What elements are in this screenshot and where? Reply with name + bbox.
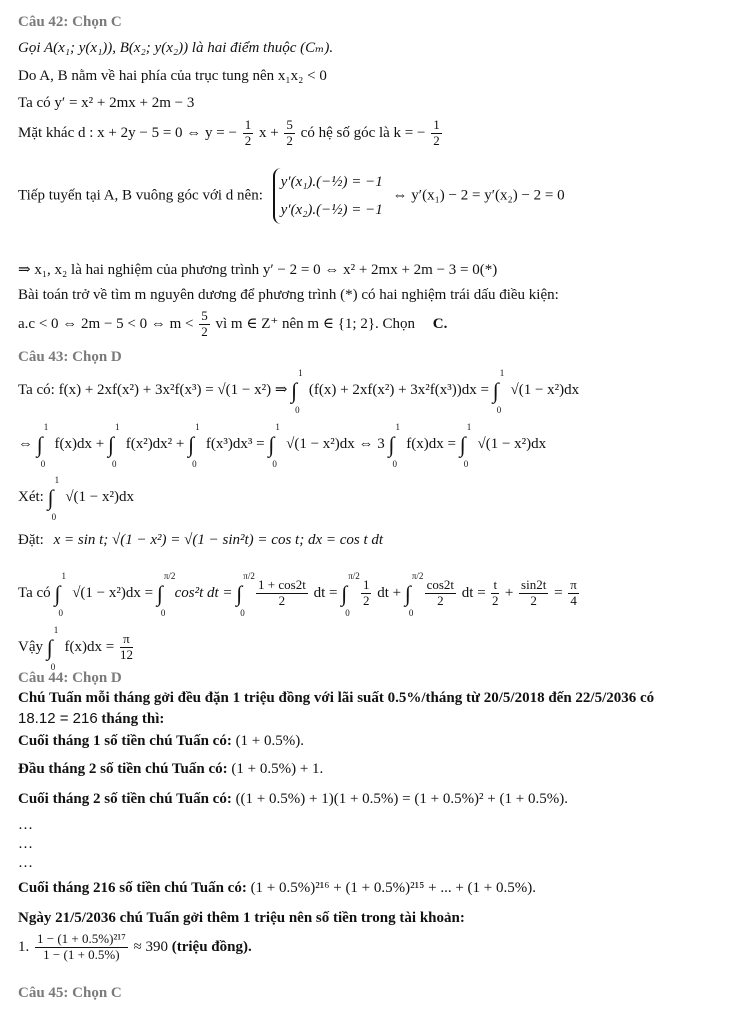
q44-line2 <box>18 710 164 728</box>
integral-sign: ∫ 1 0 <box>54 570 66 618</box>
integral-sign: ∫ π/2 0 <box>236 570 255 618</box>
q44-line5-a: Cuối tháng 2 số tiền chú Tuấn có: <box>18 791 232 807</box>
q43-line5-f: dt = <box>461 584 486 601</box>
q43-line2-b: f(x)dx + <box>54 436 105 453</box>
q43-line5-c: cos²t dt = <box>174 584 233 601</box>
q43-line2 <box>18 422 547 469</box>
q42-line2: Do A, B nằm về hai phía của trục tung nên x₁x₂ < 0 <box>18 68 327 84</box>
q43-line4-a: Đặt: <box>18 532 44 548</box>
q44-line8-a: 1. <box>18 938 30 955</box>
q44-line5 <box>18 791 568 808</box>
fraction-cos: $\frac{1 + \cos 2t}{2}$ <box>258 577 306 608</box>
q43-line2-g: √(1 − x²)dx <box>477 436 547 453</box>
q43-line2-f: f(x)dx = <box>406 436 456 453</box>
q44-line3 <box>18 733 304 750</box>
q43-line1-b: (f(x) + 2xf(x²) + 3x²f(x³))dx = <box>308 382 489 399</box>
q44-line6 <box>18 880 536 897</box>
q43-line3-a: Xét: <box>18 489 44 506</box>
q44-line4 <box>18 761 323 778</box>
q44-line1: Chú Tuấn mỗi tháng gởi đều đặn 1 triệu đồng với lãi suất 0.5%/tháng từ 20/5/2018 đến 22/5/2036 có <box>18 690 655 706</box>
q44-line2-b: tháng thì: <box>101 711 165 727</box>
q43-line2-e: √(1 − x²)dx ⇔ 3 <box>286 436 385 453</box>
integral-sign: ∫ 1 0 <box>268 422 280 469</box>
q42-line5 <box>18 168 565 224</box>
ellipsis-3: … <box>18 855 33 871</box>
fraction-five-half-3: $\frac{5}{2}$ <box>201 308 208 339</box>
q43-line6-a: Vậy <box>18 638 43 655</box>
q44-line3-a: Cuối tháng 1 số tiền chú Tuấn có: <box>18 733 232 749</box>
integral-sign: ∫ 1 0 <box>388 422 401 469</box>
q43-line5-b: √(1 − x²)dx = <box>72 584 154 601</box>
q43-line5-d: dt = <box>313 584 338 601</box>
integral-sign: ∫ 1 0 <box>492 368 505 415</box>
integral-sign: ∫ π/2 0 <box>341 570 360 618</box>
q44-line6-b: (1 + 0.5%)²¹⁶ + (1 + 0.5%)²¹⁵ + ... + (1 + 0.5%). <box>250 880 536 896</box>
q42-line8-a: a.c < 0 ⇔ 2m − 5 < 0 ⇔ m < <box>18 315 194 332</box>
system-eq2: y′(x₂).(−½) = −1 <box>280 202 383 218</box>
integral-sign: ∫ 1 0 <box>46 624 59 672</box>
q42-line4-a: Mặt khác d : x + 2y − 5 = 0 ⇔ y = − <box>18 124 237 141</box>
integral-sign: ∫ 1 0 <box>291 368 303 415</box>
q44-line5-b: ((1 + 0.5%) + 1)(1 + 0.5%) = (1 + 0.5%)² + (1 + 0.5%). <box>235 791 568 807</box>
q43-line5-g: + <box>504 584 514 601</box>
fraction-half: $\frac{1}{2}$ <box>244 117 252 148</box>
integral-sign: ∫ 1 0 <box>47 475 60 522</box>
q43-heading: Câu 43: Chọn D <box>18 349 122 365</box>
q44-line6-a: Cuối tháng 216 số tiền chú Tuấn có: <box>18 880 247 896</box>
q43-line3-b: √(1 − x²)dx <box>65 489 135 506</box>
q42-line4-b: x + <box>258 124 279 141</box>
q42-line8 <box>18 309 447 340</box>
equation-system <box>273 168 383 224</box>
fraction-cos2t: $\frac{\cos 2t}{2}$ <box>426 577 455 608</box>
q43-line5-a: Ta có <box>18 584 51 601</box>
q42-line3: Ta có y′ = x² + 2mx + 2m − 3 <box>18 95 195 111</box>
q43-line1-c: √(1 − x²)dx <box>510 382 580 399</box>
q43-line5-e: dt + <box>377 584 402 601</box>
q44-heading: Câu 44: Chọn D <box>18 670 122 686</box>
q44-line4-b: (1 + 0.5%) + 1. <box>231 761 324 777</box>
ellipsis-2: … <box>18 836 33 852</box>
q43-line5-h: = <box>554 584 563 601</box>
integral-sign: ∫ 1 0 <box>188 422 200 469</box>
fraction-annuity: $\frac{\text{1 − (1 + 0.5\%)²¹⁷}}{1 - (1 + 0.5\%)}$ <box>37 931 126 962</box>
q43-line3 <box>18 475 135 522</box>
q42-answer: C. <box>432 315 448 332</box>
q45-heading: Câu 45: Chọn C <box>18 985 122 1001</box>
fraction-t: $\frac{t}{2}$ <box>492 577 499 608</box>
fraction-five-half: $\frac{5}{2}$ <box>286 117 293 148</box>
q44-line4-a: Đầu tháng 2 số tiền chú Tuấn có: <box>18 761 228 777</box>
q43-line2-d: f(x³)dx³ = <box>205 436 265 453</box>
q44-line8 <box>18 932 252 963</box>
q42-line5-a: Tiếp tuyến tại A, B vuông góc với d nên: <box>18 187 263 204</box>
q43-line6-b: f(x)dx = <box>64 638 115 655</box>
q42-line4-c: có hệ số góc là k = − <box>300 124 426 141</box>
integral-sign: ∫ π/2 0 <box>404 570 424 618</box>
q43-line6 <box>18 624 135 672</box>
q42-line5-b: ⇔ y′(x₁) − 2 = y′(x₂) − 2 = 0 <box>392 187 565 204</box>
fraction-sin2t: $\frac{\sin 2t}{2}$ <box>521 577 547 608</box>
q44-line7: Ngày 21/5/2036 chú Tuấn gởi thêm 1 triệu nên số tiền trong tài khoản: <box>18 910 465 926</box>
integral-sign: ∫ 1 0 <box>36 422 49 469</box>
q43-line1 <box>18 368 580 415</box>
fraction-half-2: $\frac{1}{2}$ <box>433 117 440 148</box>
q42-line7: Bài toán trở về tìm m nguyên dương để phương trình (*) có hai nghiệm trái dấu điều kiện: <box>18 287 559 303</box>
integral-sign: ∫ π/2 0 <box>156 570 176 618</box>
q43-line2-c: f(x²)dx² + <box>125 436 185 453</box>
integral-sign: ∫ 1 0 <box>459 422 472 469</box>
q42-line4 <box>18 118 444 149</box>
fraction-pi-12: $\frac{\pi}{12}$ <box>119 631 133 662</box>
q42-line6: ⇒ x₁, x₂ là hai nghiệm của phương trình y′ − 2 = 0 ⇔ x² + 2mx + 2m − 3 = 0(*) <box>18 262 498 278</box>
q44-line8-b: ≈ 390 <box>133 938 168 955</box>
fraction-pi-4: $\frac{\pi}{4}$ <box>570 577 577 608</box>
ellipsis-1: … <box>18 817 33 833</box>
q43-line2-a: ⇔ <box>18 436 33 453</box>
q42-line8-b: vì m ∈ Z⁺ nên m ∈ {1; 2}. Chọn <box>215 315 416 332</box>
q44-line2-a: 18.12 = 216 <box>18 710 98 727</box>
q43-line4-b: x = sin t; √(1 − x²) = √(1 − sin²t) = cos t; dx = cos t dt <box>53 532 384 548</box>
system-eq1: y′(x₁).(−½) = −1 <box>280 174 383 190</box>
q43-line5 <box>18 570 581 618</box>
q43-line4 <box>18 532 383 549</box>
fraction-half: $\frac{1}{2}$ <box>362 577 370 608</box>
q44-line8-c: (triệu đồng). <box>171 938 252 955</box>
integral-sign: ∫ 1 0 <box>107 422 120 469</box>
q42-line1: Gọi A(x₁; y(x₁)), B(x₂; y(x₂)) là hai điểm thuộc (Cₘ). <box>18 40 334 56</box>
q44-line3-b: (1 + 0.5%). <box>235 733 305 749</box>
q42-heading: Câu 42: Chọn C <box>18 14 122 30</box>
q43-line1-a: Ta có: f(x) + 2xf(x²) + 3x²f(x³) = √(1 − x²) ⇒ <box>18 382 288 399</box>
